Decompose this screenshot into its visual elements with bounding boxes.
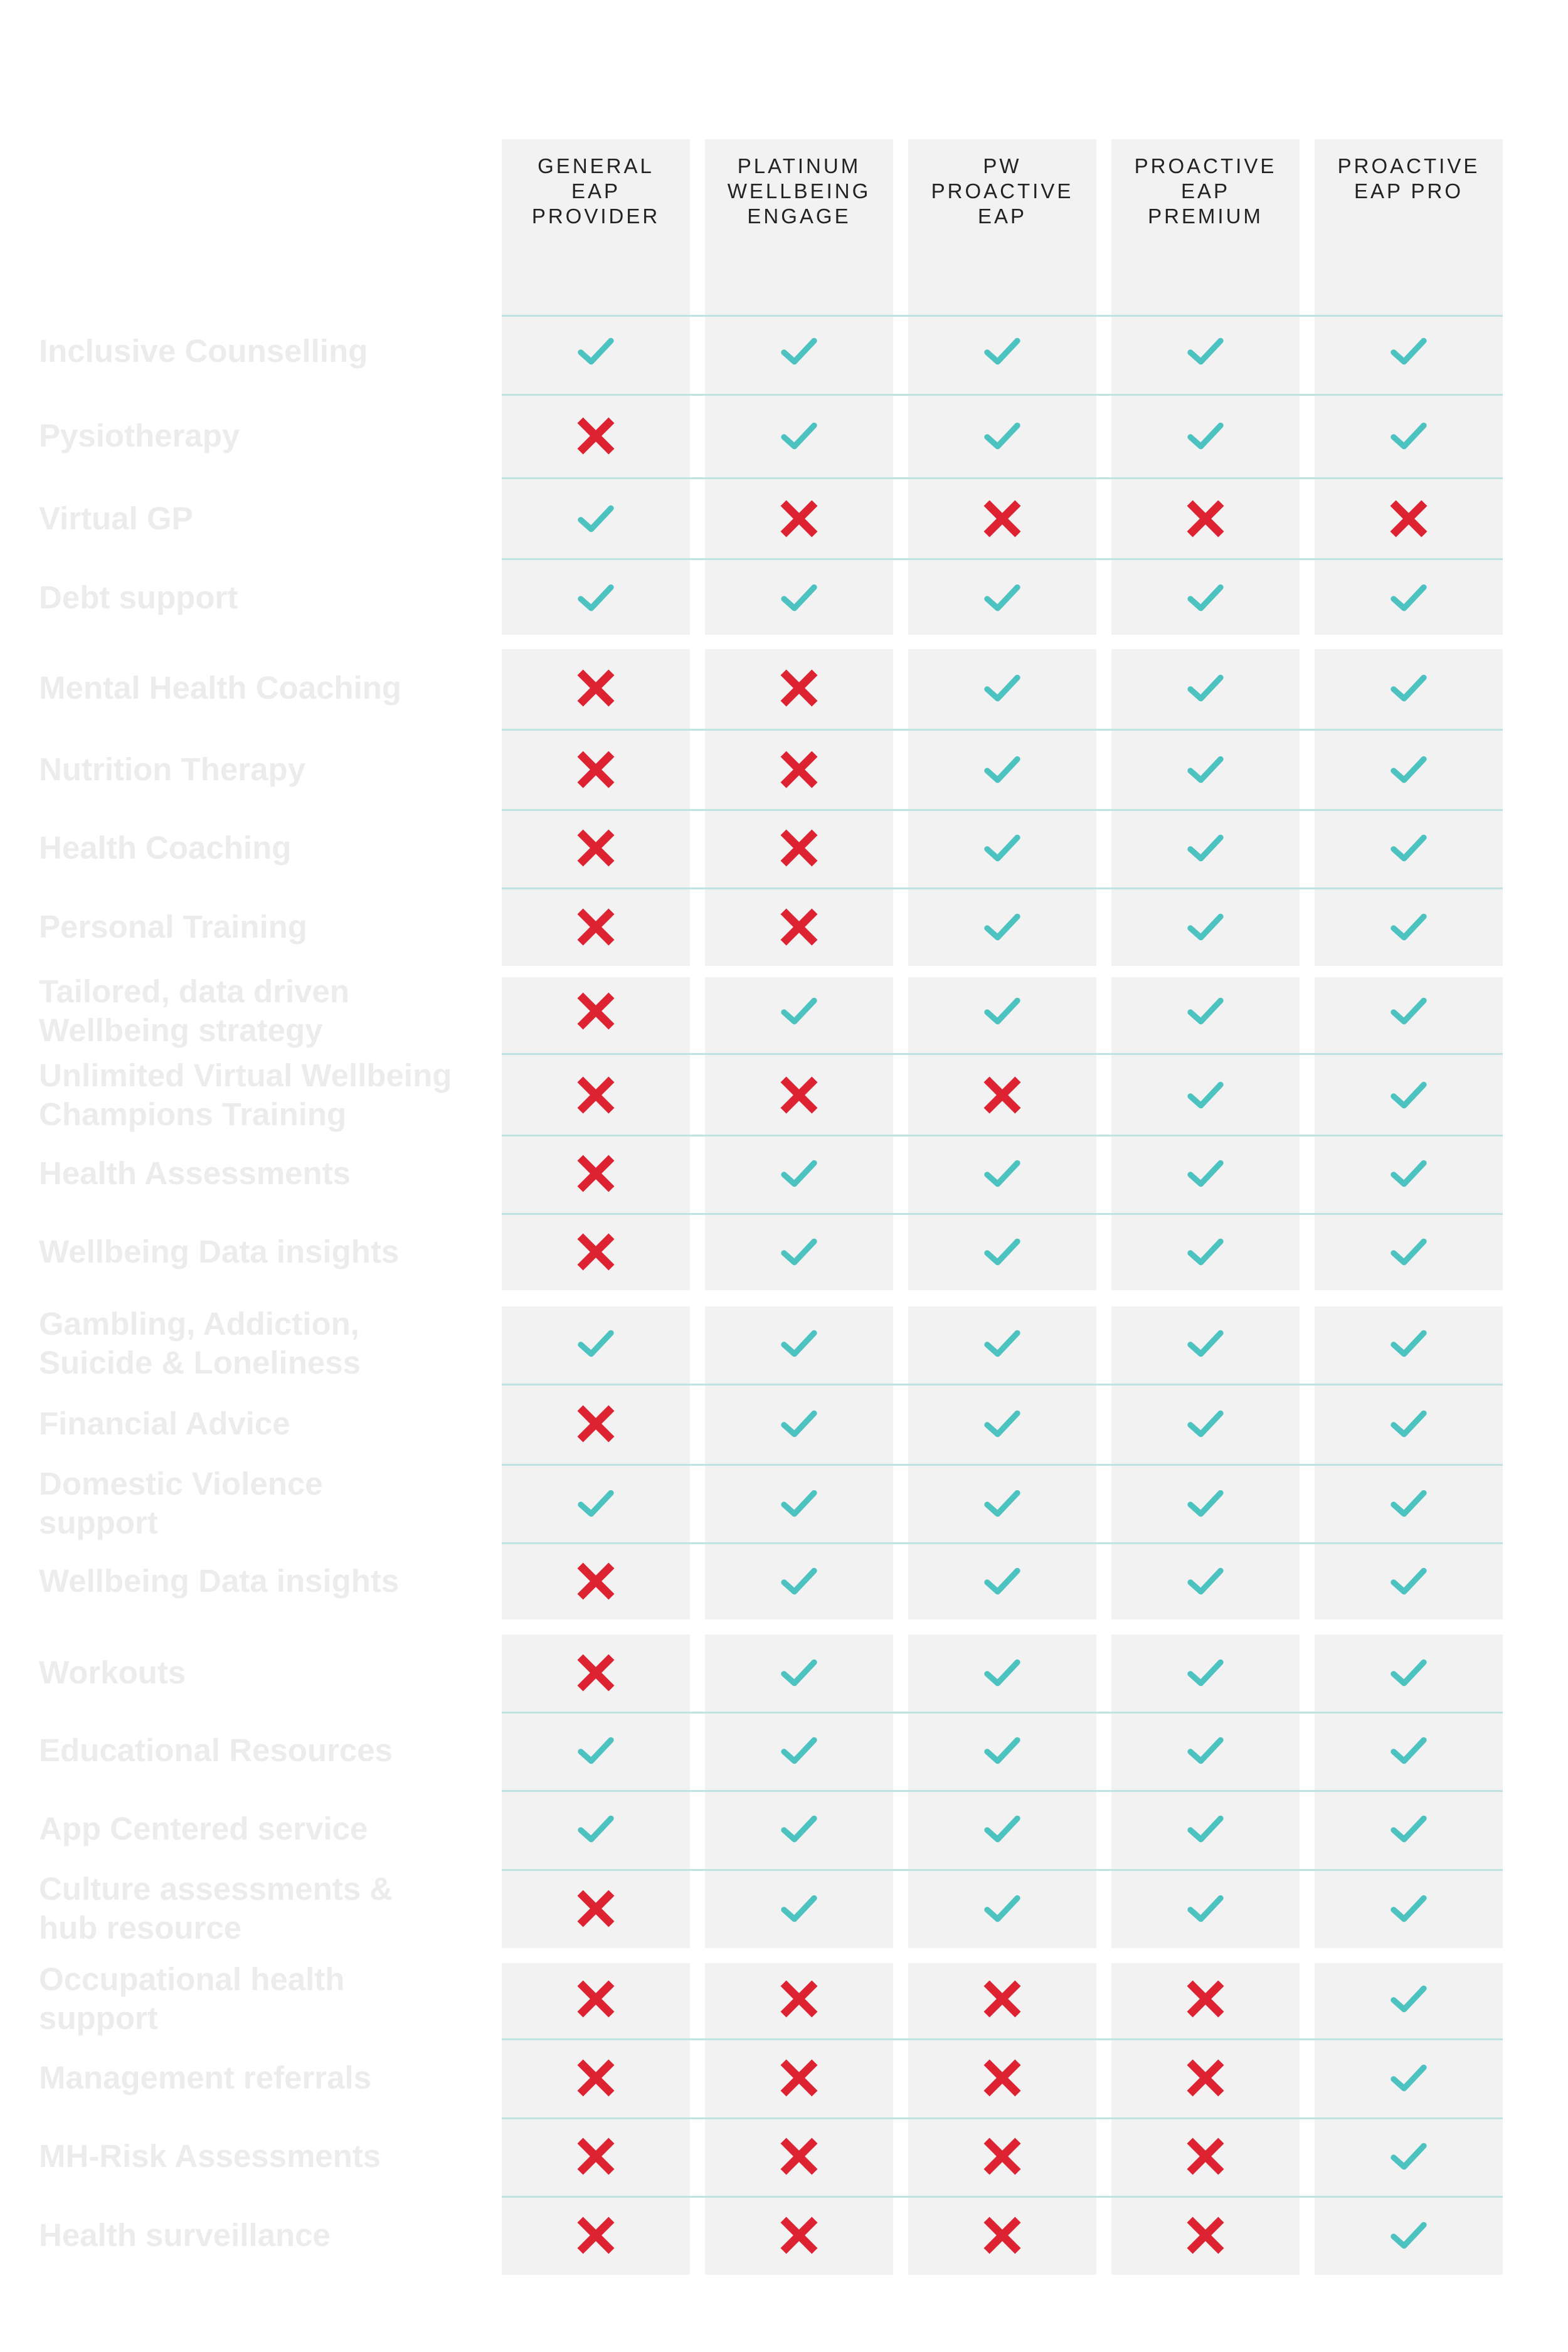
cross-icon [1182, 2133, 1229, 2180]
cross-icon [573, 2055, 619, 2101]
check-icon [1182, 1150, 1229, 1197]
check-icon [776, 1150, 822, 1197]
row-divider [502, 394, 1503, 396]
check-icon [1385, 1320, 1432, 1367]
check-icon [1182, 328, 1229, 374]
check-icon [979, 825, 1025, 871]
row-label: Personal Training [39, 909, 307, 945]
check-icon [776, 1650, 822, 1696]
check-icon [1182, 904, 1229, 950]
check-icon [1385, 575, 1432, 621]
cross-icon [1182, 2055, 1229, 2101]
row-label: Wellbeing Data insights [39, 1563, 400, 1599]
cross-icon [573, 825, 619, 871]
check-icon [1385, 1727, 1432, 1774]
check-icon [1385, 1072, 1432, 1118]
cross-icon [979, 1072, 1025, 1118]
cross-icon [776, 746, 822, 793]
row-divider [502, 2196, 1503, 2198]
column-header: GENERAL EAP PROVIDER [531, 154, 660, 228]
check-icon [979, 1229, 1025, 1275]
check-icon [979, 1401, 1025, 1447]
check-icon [573, 1806, 619, 1852]
check-icon [776, 1558, 822, 1604]
cross-icon [776, 1072, 822, 1118]
row-label: Wellbeing Data insights [39, 1234, 400, 1269]
check-icon [979, 1885, 1025, 1932]
check-icon [1182, 1727, 1229, 1774]
cross-icon [573, 1072, 619, 1118]
check-icon [1182, 1650, 1229, 1696]
check-icon [573, 1320, 619, 1367]
check-icon [573, 575, 619, 621]
row-divider [502, 729, 1503, 731]
row-label: Occupational health support [39, 1961, 345, 2036]
cross-icon [573, 2133, 619, 2180]
check-icon [1182, 988, 1229, 1034]
row-divider [502, 1712, 1503, 1714]
row-divider [502, 1869, 1503, 1871]
cross-icon [573, 1150, 619, 1197]
check-icon [776, 1229, 822, 1275]
check-icon [979, 1650, 1025, 1696]
check-icon [979, 1320, 1025, 1367]
cross-icon [979, 495, 1025, 542]
cross-icon [979, 1976, 1025, 2022]
check-icon [1385, 1976, 1432, 2022]
check-icon [979, 1480, 1025, 1527]
check-icon [1182, 1320, 1229, 1367]
cross-icon [573, 1976, 619, 2022]
check-icon [1182, 825, 1229, 871]
row-divider [502, 1213, 1503, 1215]
check-icon [1182, 575, 1229, 621]
check-icon [1385, 988, 1432, 1034]
cross-icon [573, 746, 619, 793]
check-icon [979, 575, 1025, 621]
check-icon [979, 1806, 1025, 1852]
check-icon [1385, 1885, 1432, 1932]
row-label: App Centered service [39, 1811, 368, 1846]
column-header: PLATINUM WELLBEING ENGAGE [727, 154, 871, 228]
cross-icon [979, 2055, 1025, 2101]
cross-icon [776, 1976, 822, 2022]
cross-icon [1385, 495, 1432, 542]
check-icon [776, 1401, 822, 1447]
cross-icon [573, 1650, 619, 1696]
row-divider [502, 2117, 1503, 2119]
cross-icon [573, 1558, 619, 1604]
cross-icon [573, 665, 619, 711]
check-icon [1385, 2133, 1432, 2180]
row-label: Health surveillance [39, 2217, 331, 2253]
cross-icon [1182, 2212, 1229, 2259]
check-icon [1385, 904, 1432, 950]
row-label: Culture assessments & hub resource [39, 1871, 393, 1946]
check-icon [1182, 413, 1229, 459]
row-label: Virtual GP [39, 501, 193, 536]
column-header: PROACTIVE EAP PRO [1337, 154, 1480, 203]
check-icon [776, 1885, 822, 1932]
check-icon [1385, 1806, 1432, 1852]
row-divider [502, 1464, 1503, 1466]
column-header: PW PROACTIVE EAP [931, 154, 1074, 228]
check-icon [776, 988, 822, 1034]
row-label: Health Coaching [39, 830, 292, 866]
check-icon [1385, 665, 1432, 711]
cross-icon [573, 988, 619, 1034]
check-icon [1182, 1885, 1229, 1932]
check-icon [573, 1727, 619, 1774]
check-icon [979, 413, 1025, 459]
row-label: Educational Resources [39, 1732, 393, 1768]
check-icon [1385, 1229, 1432, 1275]
check-icon [979, 904, 1025, 950]
check-icon [776, 1727, 822, 1774]
check-icon [979, 746, 1025, 793]
check-icon [1182, 1401, 1229, 1447]
row-label: Pysiotherapy [39, 418, 240, 453]
row-divider [502, 1542, 1503, 1544]
cross-icon [776, 495, 822, 542]
row-divider [502, 809, 1503, 811]
check-icon [1385, 413, 1432, 459]
check-icon [573, 1480, 619, 1527]
check-icon [776, 413, 822, 459]
cross-icon [776, 2133, 822, 2180]
row-divider [502, 558, 1503, 560]
check-icon [1182, 1229, 1229, 1275]
check-icon [1182, 1480, 1229, 1527]
check-icon [776, 575, 822, 621]
row-divider [502, 1790, 1503, 1792]
check-icon [979, 988, 1025, 1034]
row-divider [502, 1384, 1503, 1385]
cross-icon [1182, 1976, 1229, 2022]
cross-icon [573, 413, 619, 459]
column-header: PROACTIVE EAP PREMIUM [1134, 154, 1277, 228]
row-divider [502, 315, 1503, 317]
check-icon [1385, 1650, 1432, 1696]
row-label: Management referrals [39, 2060, 372, 2095]
row-divider [502, 1135, 1503, 1136]
row-label: Workouts [39, 1655, 186, 1690]
row-label: Inclusive Counselling [39, 333, 368, 369]
row-label: Financial Advice [39, 1406, 290, 1441]
row-label: Debt support [39, 580, 238, 615]
cross-icon [776, 904, 822, 950]
check-icon [979, 665, 1025, 711]
check-icon [776, 1806, 822, 1852]
cell-block [1315, 139, 1503, 635]
row-label: Tailored, data driven Wellbeing strategy [39, 973, 350, 1048]
row-divider [502, 887, 1503, 889]
row-divider [502, 477, 1503, 479]
row-label: Domestic Violence support [39, 1466, 323, 1540]
cross-icon [776, 2212, 822, 2259]
cross-icon [573, 1401, 619, 1447]
check-icon [1385, 825, 1432, 871]
check-icon [1182, 665, 1229, 711]
cross-icon [573, 1229, 619, 1275]
row-label: Gambling, Addiction, Suicide & Loneliness [39, 1306, 361, 1380]
check-icon [1182, 1558, 1229, 1604]
cross-icon [1182, 495, 1229, 542]
cross-icon [979, 2133, 1025, 2180]
row-label: Mental Health Coaching [39, 670, 402, 706]
cross-icon [776, 665, 822, 711]
cross-icon [573, 2212, 619, 2259]
check-icon [573, 495, 619, 542]
check-icon [979, 1727, 1025, 1774]
row-divider [502, 1053, 1503, 1055]
check-icon [776, 1320, 822, 1367]
cross-icon [979, 2212, 1025, 2259]
check-icon [979, 1558, 1025, 1604]
check-icon [1385, 2055, 1432, 2101]
check-icon [776, 1480, 822, 1527]
cross-icon [776, 2055, 822, 2101]
check-icon [573, 328, 619, 374]
cross-icon [776, 825, 822, 871]
check-icon [1385, 746, 1432, 793]
check-icon [1385, 328, 1432, 374]
check-icon [1385, 1150, 1432, 1197]
cross-icon [573, 1885, 619, 1932]
check-icon [1385, 1480, 1432, 1527]
check-icon [979, 1150, 1025, 1197]
check-icon [979, 328, 1025, 374]
check-icon [1385, 1558, 1432, 1604]
cross-icon [573, 904, 619, 950]
check-icon [1385, 2212, 1432, 2259]
check-icon [776, 328, 822, 374]
row-divider [502, 2038, 1503, 2040]
row-label: Health Assessments [39, 1155, 351, 1191]
row-label: Unlimited Virtual Wellbeing Champions Training [39, 1057, 452, 1132]
check-icon [1182, 746, 1229, 793]
check-icon [1385, 1401, 1432, 1447]
row-label: Nutrition Therapy [39, 751, 306, 787]
row-label: MH-Risk Assessments [39, 2138, 381, 2174]
check-icon [1182, 1072, 1229, 1118]
check-icon [1182, 1806, 1229, 1852]
